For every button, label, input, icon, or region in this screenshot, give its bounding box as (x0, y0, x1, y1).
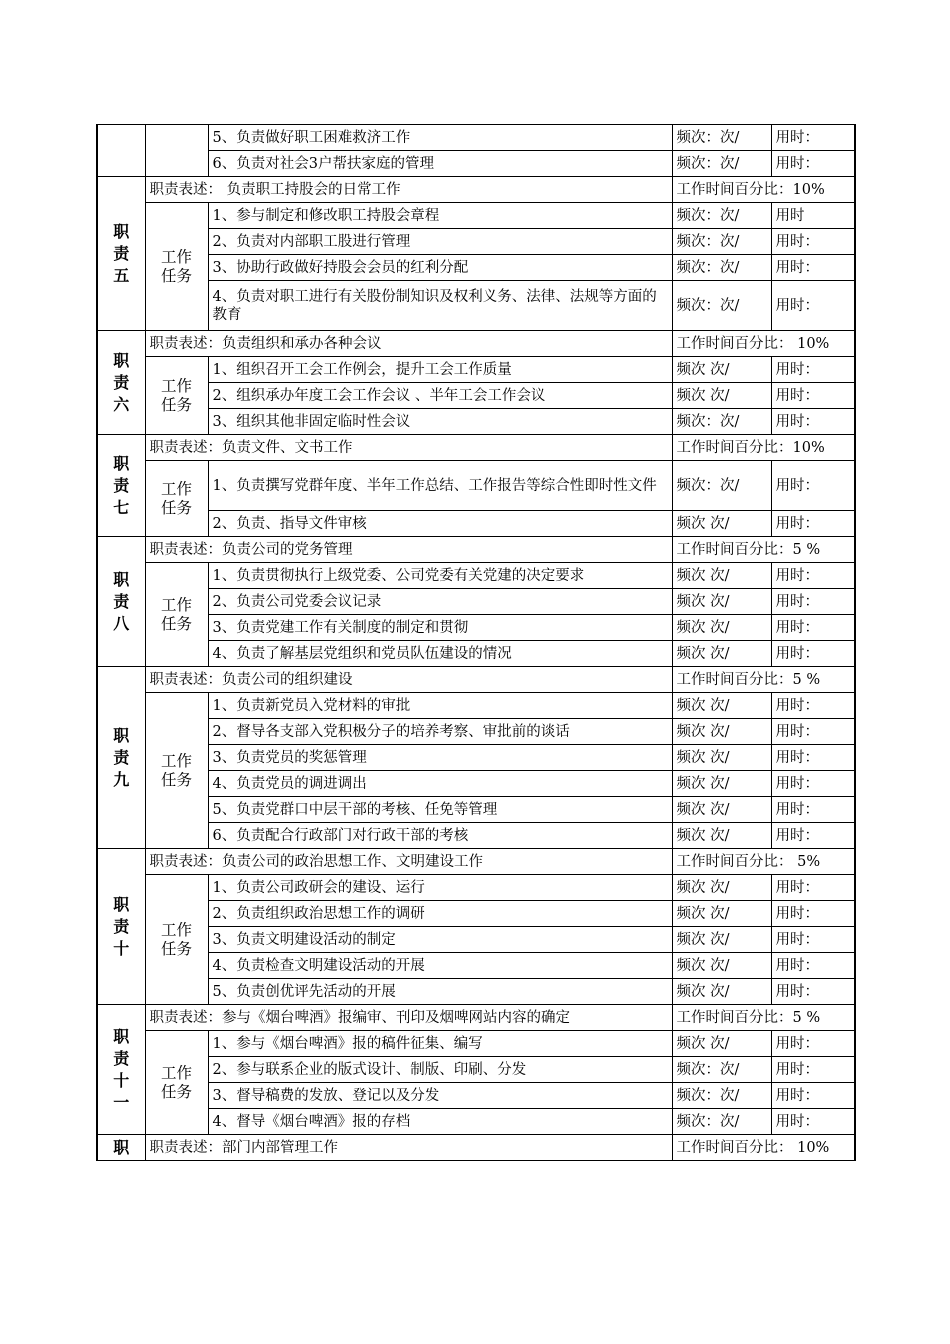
task-row (97, 979, 855, 1005)
task-time: 用时： (771, 1031, 855, 1057)
task-time: 用时： (771, 693, 855, 719)
task-row (97, 693, 855, 719)
task-label-text: 工作任务 (160, 751, 192, 789)
task-time: 用时： (771, 229, 855, 255)
task-row (97, 1109, 855, 1135)
task-time: 用时： (771, 979, 855, 1005)
task-frequency: 频次 次/ (672, 563, 771, 589)
section-cell-blank (97, 125, 145, 177)
task-text: 1、参与制定和修改职工持股会章程 (208, 203, 672, 229)
task-text: 3、协助行政做好持股会会员的红利分配 (208, 255, 672, 281)
duty-section-label: 职责八 (113, 569, 130, 633)
task-frequency: 频次 次/ (672, 693, 771, 719)
task-row (97, 125, 855, 151)
task-frequency: 频次 次/ (672, 901, 771, 927)
task-text: 3、督导稿费的发放、登记以及分发 (208, 1083, 672, 1109)
duty-section-title (97, 1005, 145, 1135)
duty-description: 职责表述：负责公司的政治思想工作、文明建设工作 (145, 849, 672, 875)
task-frequency: 频次：次/ (672, 1109, 771, 1135)
duty-description: 职责表述：负责组织和承办各种会议 (145, 331, 672, 357)
duty-section-title (97, 849, 145, 1005)
task-label-text: 工作任务 (160, 479, 192, 517)
task-row (97, 719, 855, 745)
task-frequency: 频次 次/ (672, 745, 771, 771)
task-text: 1、组织召开工会工作例会，提升工会工作质量 (208, 357, 672, 383)
task-text: 3、组织其他非固定临时性会议 (208, 409, 672, 435)
task-time: 用时： (771, 745, 855, 771)
task-time: 用时： (771, 281, 855, 331)
task-text: 4、负责党员的调进调出 (208, 771, 672, 797)
task-text: 6、负责对社会3户帮扶家庭的管理 (208, 151, 672, 177)
task-time: 用时： (771, 255, 855, 281)
task-frequency: 频次：次/ (672, 1057, 771, 1083)
task-row (97, 927, 855, 953)
task-text: 4、负责了解基层党组织和党员队伍建设的情况 (208, 641, 672, 667)
duty-table-sheet (96, 124, 854, 1161)
duty-time-percent: 工作时间百分比： 10% (672, 1135, 855, 1161)
task-text: 1、负责新党员入党材料的审批 (208, 693, 672, 719)
duty-section-label: 职责十一 (113, 1026, 130, 1112)
task-frequency: 频次 次/ (672, 1031, 771, 1057)
task-text: 5、负责创优评先活动的开展 (208, 979, 672, 1005)
task-text: 1、参与《烟台啤酒》报的稿件征集、编写 (208, 1031, 672, 1057)
task-frequency: 频次 次/ (672, 511, 771, 537)
task-time: 用时： (771, 589, 855, 615)
task-label (145, 461, 208, 537)
task-frequency: 频次 次/ (672, 615, 771, 641)
duty-section-label: 职责五 (113, 221, 130, 285)
task-time: 用时： (771, 1083, 855, 1109)
duty-section-label: 职责六 (113, 350, 130, 414)
task-row (97, 1083, 855, 1109)
task-label-text: 工作任务 (160, 595, 192, 633)
duty-description: 职责表述：负责公司的组织建设 (145, 667, 672, 693)
duty-section-title (97, 331, 145, 435)
task-label (145, 563, 208, 667)
duty-time-percent: 工作时间百分比：10% (672, 177, 855, 203)
task-text: 3、负责党员的奖惩管理 (208, 745, 672, 771)
task-frequency: 频次 次/ (672, 771, 771, 797)
task-row (97, 383, 855, 409)
task-frequency: 频次 次/ (672, 927, 771, 953)
task-frequency: 频次 次/ (672, 383, 771, 409)
task-time: 用时： (771, 383, 855, 409)
task-row (97, 255, 855, 281)
task-frequency: 频次 次/ (672, 823, 771, 849)
task-time: 用时 (771, 203, 855, 229)
duty-section-title (97, 435, 145, 537)
task-row (97, 615, 855, 641)
task-text: 2、负责公司党委会议记录 (208, 589, 672, 615)
task-time: 用时： (771, 511, 855, 537)
task-frequency: 频次：次/ (672, 151, 771, 177)
task-text: 2、督导各支部入党积极分子的培养考察、审批前的谈话 (208, 719, 672, 745)
task-row (97, 203, 855, 229)
task-frequency: 频次：次/ (672, 1083, 771, 1109)
duty-time-percent: 工作时间百分比： 5% (672, 849, 855, 875)
task-time: 用时： (771, 125, 855, 151)
task-label (145, 357, 208, 435)
duty-description-row (97, 667, 855, 693)
task-text: 2、负责对内部职工股进行管理 (208, 229, 672, 255)
task-time: 用时： (771, 875, 855, 901)
task-label-text: 工作任务 (160, 920, 192, 958)
task-frequency: 频次：次/ (672, 461, 771, 511)
task-frequency: 频次：次/ (672, 125, 771, 151)
task-row (97, 151, 855, 177)
task-time: 用时： (771, 563, 855, 589)
duty-time-percent: 工作时间百分比： 10% (672, 331, 855, 357)
task-row (97, 771, 855, 797)
task-text: 1、负责贯彻执行上级党委、公司党委有关党建的决定要求 (208, 563, 672, 589)
task-time: 用时： (771, 797, 855, 823)
duty-section-title (97, 177, 145, 331)
task-row (97, 589, 855, 615)
task-text: 3、负责党建工作有关制度的制定和贯彻 (208, 615, 672, 641)
task-text: 4、负责检查文明建设活动的开展 (208, 953, 672, 979)
task-frequency: 频次 次/ (672, 953, 771, 979)
task-text: 5、负责做好职工困难救济工作 (208, 125, 672, 151)
duty-description-row (97, 1135, 855, 1161)
task-label (145, 203, 208, 331)
task-frequency: 频次：次/ (672, 409, 771, 435)
task-time: 用时： (771, 461, 855, 511)
task-text: 1、负责公司政研会的建设、运行 (208, 875, 672, 901)
task-time: 用时： (771, 953, 855, 979)
task-row (97, 229, 855, 255)
task-time: 用时： (771, 641, 855, 667)
duty-time-percent: 工作时间百分比：5 % (672, 1005, 855, 1031)
task-text: 2、组织承办年度工会工作会议 、半年工会工作会议 (208, 383, 672, 409)
task-text: 4、负责对职工进行有关股份制知识及权利义务、法律、法规等方面的教育 (208, 281, 672, 331)
task-frequency: 频次：次/ (672, 281, 771, 331)
task-frequency: 频次 次/ (672, 979, 771, 1005)
duty-description-row (97, 537, 855, 563)
task-row (97, 953, 855, 979)
duty-description-row (97, 177, 855, 203)
task-label (145, 875, 208, 1005)
task-text: 2、参与联系企业的版式设计、制版、印刷、分发 (208, 1057, 672, 1083)
duty-section-title (97, 667, 145, 849)
task-text: 3、负责文明建设活动的制定 (208, 927, 672, 953)
duty-section-label: 职责十 (113, 894, 130, 958)
task-label-cell-blank (145, 125, 208, 177)
task-text: 5、负责党群口中层干部的考核、任免等管理 (208, 797, 672, 823)
task-time: 用时： (771, 823, 855, 849)
duty-section-label: 职责九 (113, 725, 130, 789)
duty-description: 职责表述：部门内部管理工作 (145, 1135, 672, 1161)
duty-section-title: 职 (97, 1135, 145, 1161)
task-row (97, 281, 855, 331)
task-row (97, 745, 855, 771)
task-time: 用时： (771, 357, 855, 383)
task-text: 1、负责撰写党群年度、半年工作总结、工作报告等综合性即时性文件 (208, 461, 672, 511)
duty-time-percent: 工作时间百分比：5 % (672, 537, 855, 563)
task-text: 2、负责、指导文件审核 (208, 511, 672, 537)
duty-time-percent: 工作时间百分比：5 % (672, 667, 855, 693)
task-label-text: 工作任务 (160, 1063, 192, 1101)
task-label (145, 693, 208, 849)
task-row (97, 641, 855, 667)
task-text: 4、督导《烟台啤酒》报的存档 (208, 1109, 672, 1135)
duty-description: 职责表述： 负责职工持股会的日常工作 (145, 177, 672, 203)
task-row (97, 461, 855, 511)
duty-description-row (97, 1005, 855, 1031)
task-row (97, 797, 855, 823)
duty-description: 职责表述：负责公司的党务管理 (145, 537, 672, 563)
task-time: 用时： (771, 1109, 855, 1135)
task-row (97, 1057, 855, 1083)
task-time: 用时： (771, 151, 855, 177)
task-row (97, 901, 855, 927)
task-row (97, 357, 855, 383)
duty-description-row (97, 331, 855, 357)
duty-description: 职责表述：参与《烟台啤酒》报编审、刊印及烟啤网站内容的确定 (145, 1005, 672, 1031)
task-frequency: 频次：次/ (672, 255, 771, 281)
duty-description: 职责表述：负责文件、文书工作 (145, 435, 672, 461)
duty-section-title (97, 537, 145, 667)
task-frequency: 频次：次/ (672, 203, 771, 229)
task-time: 用时： (771, 1057, 855, 1083)
task-frequency: 频次 次/ (672, 797, 771, 823)
task-row (97, 511, 855, 537)
task-row (97, 875, 855, 901)
task-row (97, 409, 855, 435)
task-time: 用时： (771, 901, 855, 927)
task-row (97, 563, 855, 589)
task-frequency: 频次 次/ (672, 589, 771, 615)
duty-description-row (97, 435, 855, 461)
task-label-text: 工作任务 (160, 376, 192, 414)
task-frequency: 频次 次/ (672, 641, 771, 667)
duty-table (96, 124, 856, 1161)
task-frequency: 频次 次/ (672, 357, 771, 383)
task-time: 用时： (771, 409, 855, 435)
duty-description-row (97, 849, 855, 875)
task-row (97, 823, 855, 849)
task-time: 用时： (771, 771, 855, 797)
task-frequency: 频次 次/ (672, 875, 771, 901)
task-time: 用时： (771, 615, 855, 641)
task-label-text: 工作任务 (160, 247, 192, 285)
task-row (97, 1031, 855, 1057)
task-frequency: 频次 次/ (672, 719, 771, 745)
task-time: 用时： (771, 719, 855, 745)
task-text: 6、负责配合行政部门对行政干部的考核 (208, 823, 672, 849)
task-time: 用时： (771, 927, 855, 953)
task-frequency: 频次：次/ (672, 229, 771, 255)
task-text: 2、负责组织政治思想工作的调研 (208, 901, 672, 927)
task-label (145, 1031, 208, 1135)
duty-section-label: 职责七 (113, 453, 130, 517)
duty-time-percent: 工作时间百分比：10% (672, 435, 855, 461)
